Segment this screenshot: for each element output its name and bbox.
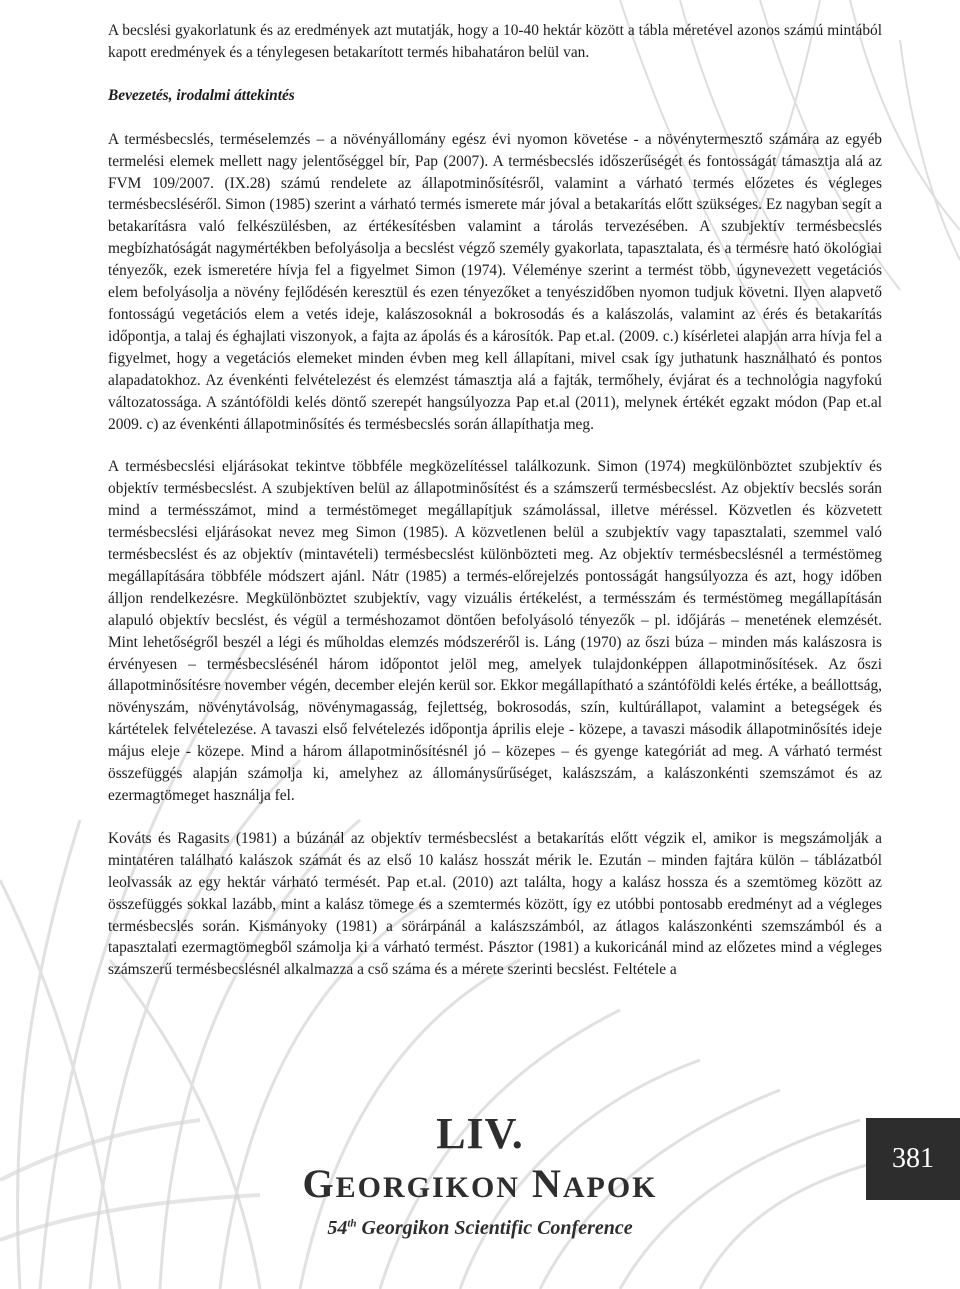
conference-name-initial: G [302,1161,336,1206]
page-number-box [866,1118,960,1200]
page-number: 381 [892,1143,934,1174]
body-paragraph: A termésbecslés, terméselemzés – a növényállomány egész évi nyomon követése - a növénytermesztő számára az egyéb termelési elemek mellett nagy jelentőséggel bír, Pap (2007). A termésbecslés időszerűségét és fontosságát támasztja alá az FVM 109/2007. (IX.28) számú rendelete az állapotminősítésről, valamint a várható termés előzetes és végleges termésbecsléséről. Simon (1985) szerint a várható termés ismerete már jóval a betakarítás előtt szükséges. Ez nagyban segít a betakarításra való felkészülésben, az értékesítésben valamint a tárolás tervezésében. A szubjektív termésbecslés megbízhatóságát nagymértékben befolyásolja a becslést végző személy gyakorlata, tapasztalata, és a termésre ható ökológiai tényezők, ezek ismeretére hívja fel a figyelmet Simon (1974). Véleménye szerint a termést több, úgynevezett vegetációs elem befolyásolja a növény fejlődésén keresztül és ezen tényezőket a tenyészidőben nyomon tudjuk követni. Ilyen alapvető fontosságú vegetációs elem a vetés ideje, kalászosoknál a bokrosodás és a kalászolás, valamint az érés és betakarítás időpontja, a talaj és éghajlati viszonyok, a fajta az ápolás és a károsítók. Pap et.al. (2009. c.) kísérletei alapján arra hívja fel a figyelmet, hogy a vegetációs elemeket minden évben meg kell állapítani, mivel csak így juthatunk használható és pontos alapadatokhoz. Az évenkénti felvételezést és elemzést támasztja alá a fajták, termőhely, évjárat és a technológia nagyfokú változatossága. A szántóföldi kelés döntő szerepét hangsúlyozza Pap et.al (2011), melynek értékét egzakt módon (Pap et.al 2009. c) az évenkénti állapotminősítés és termésbecslés során állapíthatja meg. [108,130,882,433]
conference-ordinal-suffix: th [347,1217,357,1230]
conference-subtitle-text: Georgikon Scientific Conference [356,1217,633,1239]
conference-subtitle [0,1217,960,1240]
body-paragraph: A termésbecslési eljárásokat tekintve többféle megközelítéssel találkozunk. Simon (1974) megkülönböztet szubjektív és objektív termésbecslést. A szubjektíven belül az állapotminősítést és a számszerű termésbecslést. Az objektív becslés során mind a termésszámot, mind a terméstömeget megállapítjuk számolással, illetve méréssel. Közvetlen és közvetett termésbecslési eljárásokat nevez meg Simon (1985). A közvetlenen belül a szubjektív vagy tapasztalati, szemmel való termésbecslést és az objektív (mintavételi) termésbecslést különbözteti meg. Az objektív termésbecslésnél a terméstömeg megállapítására többféle módszert ajánl. Nátr (1985) a termés-előrejelzés pontosságát hangsúlyozza és azt, hogy időben álljon rendelkezésre. Megkülönböztet szubjektív, vagy vizuális értékelést, a termésszám és terméstömeg megállapításán alapuló objektív becslést, és végül a terméshozamot döntően befolyásoló tényezők – pl. időjárás – menetének elemzését. Mint lehetőségről beszél a légi és műholdas elemzés módszeréről is. Láng (1970) az őszi búza – minden más kalászosra is érvényesen – termésbecslésénél három időpontot jelöl meg, amelyek tulajdonképpen állapotminősítések. Az őszi állapotminősítésre november végén, december elején kerül sor. Ekkor megállapítható a szántóföldi kelés értéke, a beállottság, növényszám, növénytávolság, növénymagasság, fejlettség, bokrosodás, szín, kultúrállapot, valamint a betegségek és kártételek felvételezése. A tavaszi első felvételezés időpontja április eleje - közepe, a tavaszi második állapotminősítés ideje május eleje - közepe. Mind a három állapotminősítésnél jó – közepes – és gyenge kategóriát ad meg. A várható termést összefüggés alapján számolja ki, amelyhez az állománysűrűséget, kalászszám, a kalászonkénti szemszámot és az ezermagtömeget használja fel. [108,458,882,804]
section-heading: Bevezetés, irodalmi áttekintés [108,86,295,104]
conference-name-rest: APOK [562,1171,658,1204]
conference-number: 54 [327,1217,348,1239]
conference-name-rest: EORGIKON [335,1171,520,1204]
conference-name-initial: N [531,1161,563,1206]
conference-name [0,1160,960,1207]
document-body [108,20,882,981]
conference-roman-numeral: LIV. [436,1109,524,1158]
intro-paragraph: A becslési gyakorlatunk és az eredmények azt mutatják, hogy a 10-40 hektár között a tábla méretével azonos számú mintából kapott eredmények és a ténylegesen betakarított termés hibahatáron belül van. [108,22,882,61]
body-paragraph: Kováts és Ragasits (1981) a búzánál az objektív termésbecslést a betakarítás előtt végzik el, amikor is megszámolják a mintatéren található kalászok számát és az első 10 kalász hosszát mérik le. Ezután – minden fajtára külön – táblázatból leolvassák az egy hektár várható termését. Pap et.al. (2010) azt találta, hogy a kalász hossza és a szemtömeg között az összefüggés sokkal lazább, mint a kalász tömege és a szemtermés között, így ez utóbbi pontosabb eredményt ad a végleges termésbecslés során. Kismányoky (1981) a sörárpánál a kalászszámból, az átlagos kalászonkénti szemszámból és a tapasztalati ezermagtömegből számolja ki a várható termést. Pásztor (1981) a kukoricánál mind az előzetes mind a végleges számszerű termésbecslésnél alkalmazza a cső száma és a mérete szerinti becslést. Feltétele a [108,829,882,979]
